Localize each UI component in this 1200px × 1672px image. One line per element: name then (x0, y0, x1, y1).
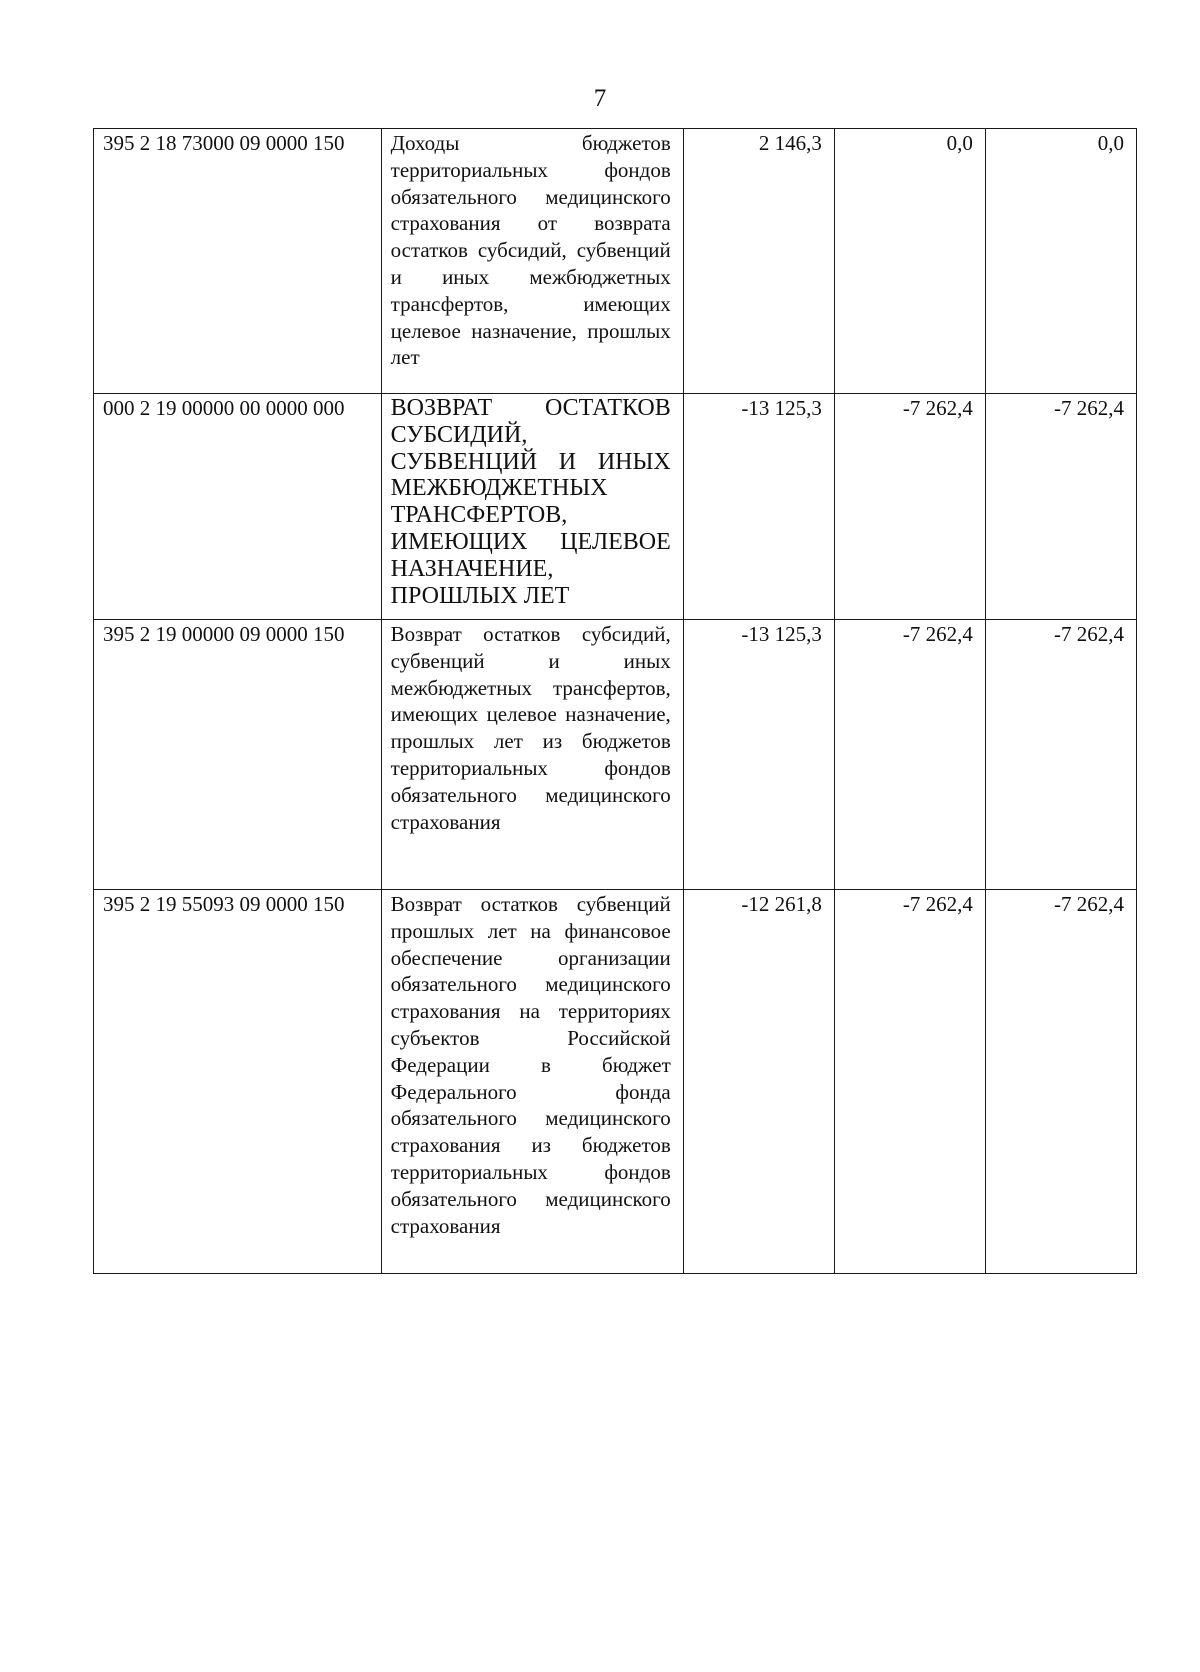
page-number: 7 (593, 85, 607, 112)
amount-col-3: -7 262,4 (985, 394, 1136, 620)
amount-col-2: -7 262,4 (834, 394, 985, 620)
amount-col-1: -13 125,3 (683, 620, 834, 890)
table-row (94, 890, 1137, 1274)
amount-col-1: -13 125,3 (683, 394, 834, 620)
amount-col-2: -7 262,4 (834, 620, 985, 890)
row-description: ВОЗВРАТ ОСТАТКОВ СУБСИДИЙ, СУБВЕНЦИЙ И ИНЫХ МЕЖБЮДЖЕТНЫХ ТРАНСФЕРТОВ, ИМЕЮЩИХ ЦЕЛЕВОЕ НАЗНАЧЕНИЕ, ПРОШЛЫХ ЛЕТ (381, 394, 683, 620)
amount-col-2: -7 262,4 (834, 890, 985, 1274)
amount-col-3: -7 262,4 (985, 620, 1136, 890)
table-row (94, 129, 1137, 394)
budget-code: 395 2 19 55093 09 0000 150 (94, 890, 382, 1274)
amount-col-1: -12 261,8 (683, 890, 834, 1274)
table-row (94, 394, 1137, 620)
budget-code: 000 2 19 00000 00 0000 000 (94, 394, 382, 620)
budget-table (93, 128, 1137, 1274)
amount-col-2: 0,0 (834, 129, 985, 394)
row-description: Возврат остатков субвенций прошлых лет на финансовое обеспечение организации обязательного медицинского страхования на территориях субъектов Российской Федерации в бюджет Федерального фонда обязательного медицинского страхования из бюджетов территориальных фондов обязательного медицинского страхования (381, 890, 683, 1274)
row-description: Возврат остатков субсидий, субвенций и иных межбюджетных трансфертов, имеющих целевое назначение, прошлых лет из бюджетов территориальных фондов обязательного медицинского страхования (381, 620, 683, 890)
budget-code: 395 2 18 73000 09 0000 150 (94, 129, 382, 394)
amount-col-1: 2 146,3 (683, 129, 834, 394)
row-description: Доходы бюджетов территориальных фондов обязательного медицинского страхования от возврата остатков субсидий, субвенций и иных межбюджетных трансфертов, имеющих целевое назначение, прошлых лет (381, 129, 683, 394)
table-row (94, 620, 1137, 890)
budget-code: 395 2 19 00000 09 0000 150 (94, 620, 382, 890)
amount-col-3: 0,0 (985, 129, 1136, 394)
amount-col-3: -7 262,4 (985, 890, 1136, 1274)
